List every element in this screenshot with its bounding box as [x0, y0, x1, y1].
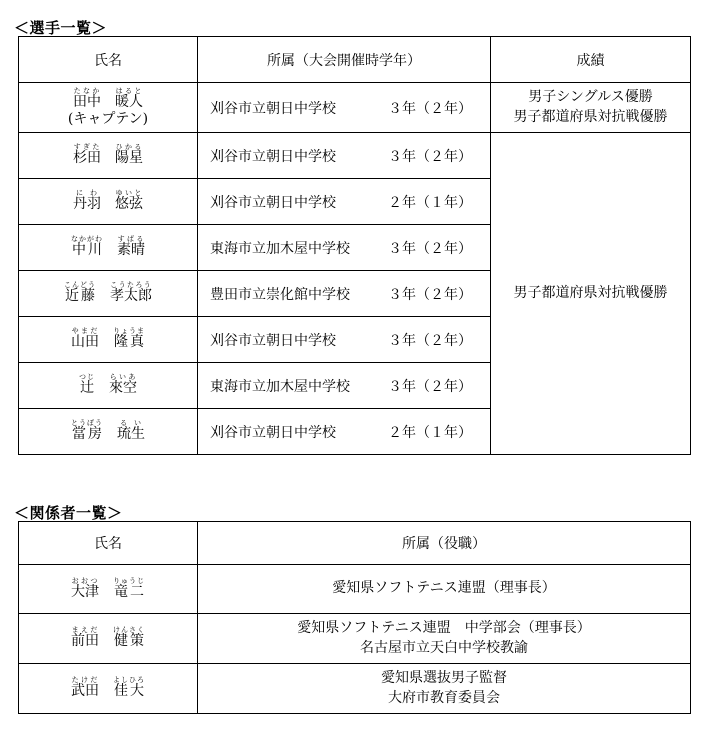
family-name: 武田たけだ: [71, 676, 99, 700]
grade: ３年（２年）: [388, 378, 472, 395]
staff-affiliation: 愛知県選抜男子監督 大府市教育委員会: [198, 664, 691, 714]
given-name: 隆真りょうま: [113, 327, 145, 351]
given-name: 琉生るい: [117, 419, 145, 443]
family-name: 杉田すぎた: [73, 143, 101, 167]
player-affiliation: [198, 83, 491, 133]
family-name: 近藤こんどう: [64, 281, 96, 305]
school: 刈谷市立朝日中学校: [210, 424, 336, 441]
staff-header-name: 氏名: [19, 522, 198, 565]
grade: ３年（２年）: [388, 332, 472, 349]
staff-name: [19, 565, 198, 614]
grade: ２年（１年）: [388, 424, 472, 441]
family-name: 當房とうぼう: [71, 419, 103, 443]
given-name: 來空らいあ: [109, 373, 137, 397]
given-name: 暖人はると: [115, 86, 143, 110]
player-name: [19, 271, 198, 317]
school: 豊田市立崇化館中学校: [210, 286, 350, 303]
player-name: [19, 409, 198, 455]
family-name: 田中たなか: [73, 86, 101, 110]
given-name: 悠弦ゆいと: [115, 189, 143, 213]
given-name: 竜二りゅうじ: [113, 576, 145, 600]
table-row: [19, 133, 691, 179]
players-header-results: 成績: [491, 37, 691, 83]
player-affiliation: [198, 225, 491, 271]
player-name: [19, 179, 198, 225]
school: 刈谷市立朝日中学校: [210, 194, 336, 211]
player-name: [19, 133, 198, 179]
player-affiliation: [198, 409, 491, 455]
grade: ３年（２年）: [388, 240, 472, 257]
family-name: 山田やまだ: [71, 327, 99, 351]
player-affiliation: [198, 133, 491, 179]
player-affiliation: [198, 179, 491, 225]
family-name: 大津おおつ: [71, 576, 99, 600]
family-name: 中川なかがわ: [71, 235, 103, 259]
player-affiliation: [198, 363, 491, 409]
given-name: 孝太郎こうたろう: [110, 281, 152, 305]
staff-name: [19, 664, 198, 714]
staff-heading: ＜関係者一覧＞: [14, 504, 123, 522]
staff-affiliation: 愛知県ソフトテニス連盟 中学部会（理事長） 名古屋市立天白中学校教諭: [198, 614, 691, 664]
player-name: [19, 83, 198, 133]
player-name: [19, 317, 198, 363]
table-row: [19, 565, 691, 614]
player-name: [19, 225, 198, 271]
family-name: 辻つじ: [79, 373, 95, 397]
school: 東海市立加木屋中学校: [210, 378, 350, 395]
family-name: 前田まえだ: [71, 626, 99, 650]
players-heading: ＜選手一覧＞: [14, 19, 108, 37]
players-header-affiliation: 所属（大会開催時学年）: [198, 37, 491, 83]
player-affiliation: [198, 271, 491, 317]
grade: ３年（２年）: [388, 286, 472, 303]
staff-name: [19, 614, 198, 664]
grade: ３年（２年）: [388, 100, 472, 117]
school: 刈谷市立朝日中学校: [210, 148, 336, 165]
family-name: 丹羽にわ: [73, 189, 101, 213]
given-name: 陽星ひかる: [115, 143, 143, 167]
staff-affiliation: 愛知県ソフトテニス連盟（理事長）: [198, 565, 691, 614]
given-name: 健策けんさく: [113, 626, 145, 650]
players-table: [18, 36, 691, 455]
table-row: [19, 664, 691, 714]
grade: ２年（１年）: [388, 194, 472, 211]
school: 刈谷市立朝日中学校: [210, 100, 336, 117]
table-row: [19, 614, 691, 664]
result-rest: 男子都道府県対抗戦優勝: [491, 133, 691, 455]
grade: ３年（２年）: [388, 148, 472, 165]
result-first: 男子シングルス優勝 男子都道府県対抗戦優勝: [491, 83, 691, 133]
player-name: [19, 363, 198, 409]
table-row: [19, 83, 691, 133]
school: 東海市立加木屋中学校: [210, 240, 350, 257]
player-affiliation: [198, 317, 491, 363]
captain-note: (キャプテン): [67, 111, 149, 127]
given-name: 佳大よしひろ: [113, 676, 145, 700]
staff-table: [18, 521, 691, 714]
given-name: 素晴すばる: [117, 235, 145, 259]
staff-header-affiliation: 所属（役職）: [198, 522, 691, 565]
players-header-name: 氏名: [19, 37, 198, 83]
school: 刈谷市立朝日中学校: [210, 332, 336, 349]
